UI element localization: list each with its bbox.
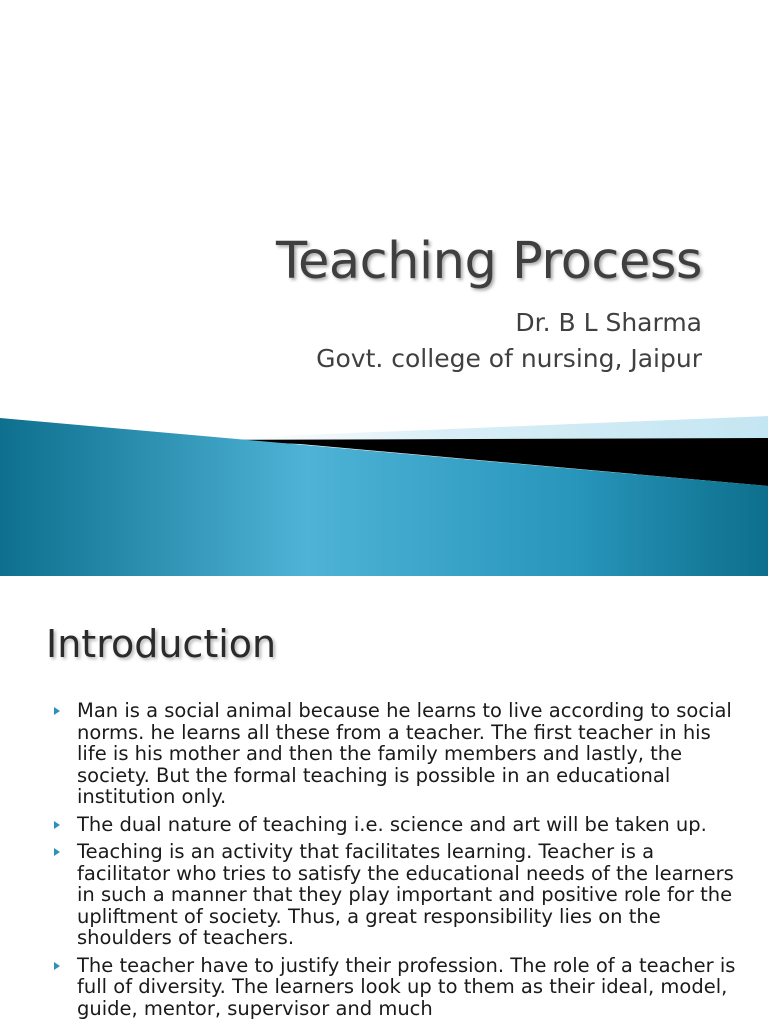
triangle-right-icon [54,962,60,970]
list-item [54,700,744,808]
list-item [54,955,744,1020]
slide-subtitle [316,305,702,377]
author-name: Dr. B L Sharma [515,308,702,337]
list-item [54,814,744,836]
bullet-list [54,700,744,1024]
institution-name: Govt. college of nursing, Jaipur [316,344,702,373]
list-item [54,841,744,949]
triangle-right-icon [54,848,60,856]
decorative-wave-banner [0,410,768,576]
bullet-text: Man is a social animal because he learns to live according to social norms. he learns all these from a teacher. The first teacher in his life is his mother and then the family members and lastly, the society. But the formal teaching is possible in an educational institution only. [77,699,732,808]
intro-heading: Introduction [46,622,277,666]
bullet-text: The teacher have to justify their profession. The role of a teacher is full of diversity. The learners look up to them as their ideal, model, guide, mentor, supervisor and much [77,953,736,1020]
triangle-right-icon [54,821,60,829]
introduction-slide [0,576,768,1024]
bullet-text: Teaching is an activity that facilitates learning. Teacher is a facilitator who tries to satisfy the educational needs of the learners in such a manner that they play important and positive role for the upliftment of society. Thus, a great responsibility lies on the shoulders of teachers. [77,840,734,949]
triangle-right-icon [54,707,60,715]
light-band-shape [230,416,768,442]
bullet-text: The dual nature of teaching i.e. science and art will be taken up. [77,812,707,836]
slide-title: Teaching Process [275,232,702,291]
